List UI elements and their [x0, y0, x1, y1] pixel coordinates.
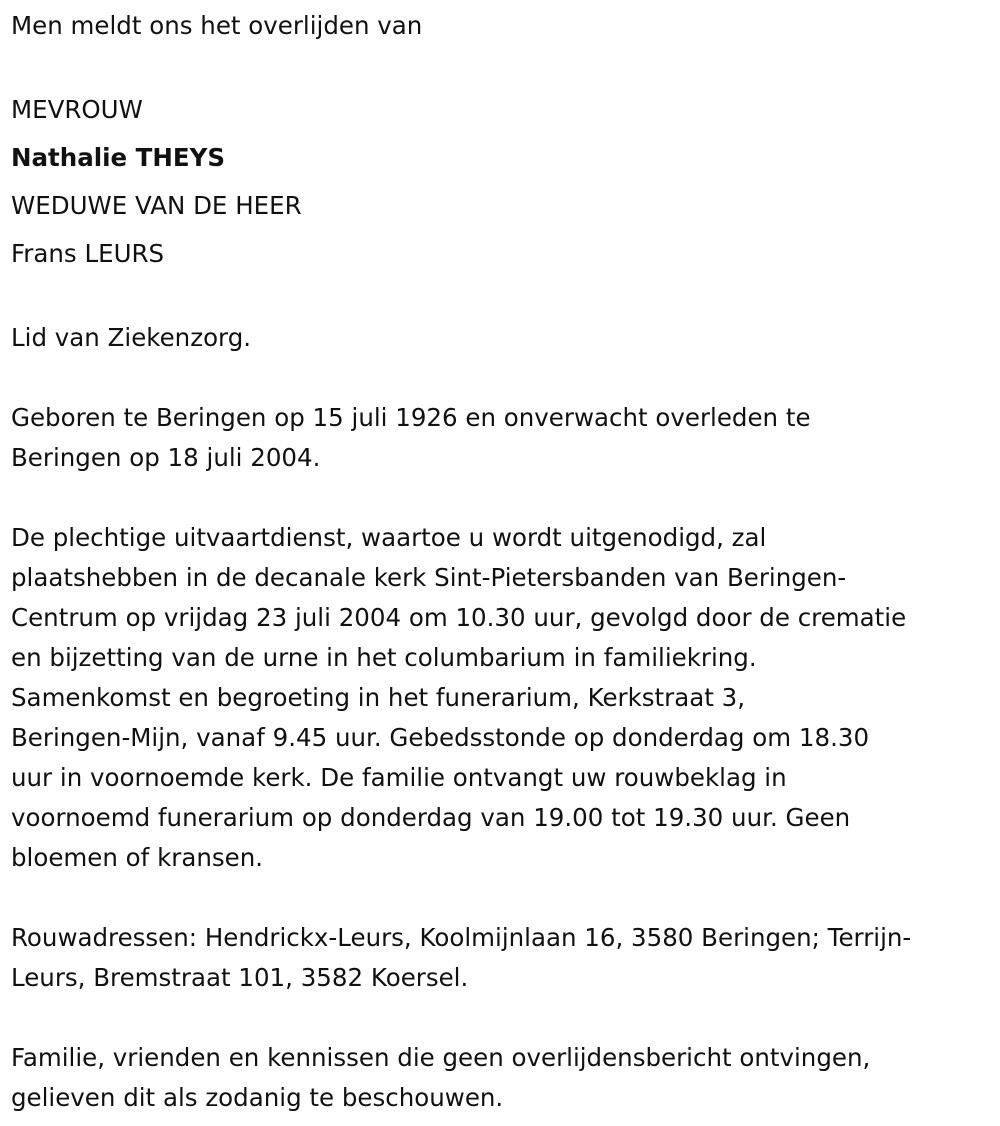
ceremony-line: en bijzetting van de urne in het columbarium in familiekring. — [11, 643, 757, 672]
name-block — [11, 86, 996, 278]
ceremony-line: Samenkomst en begroeting in het funerarium, Kerkstraat 3, — [11, 683, 746, 712]
ceremony-line: Centrum op vrijdag 23 juli 2004 om 10.30 uur, gevolgd door de crematie — [11, 603, 907, 632]
address-line: Rouwadressen: Hendrickx-Leurs, Koolmijnlaan 16, 3580 Beringen; Terrijn- — [11, 923, 912, 952]
ceremony-line: uur in voornoemde kerk. De familie ontvangt uw rouwbeklag in — [11, 763, 787, 792]
relation-line: WEDUWE VAN DE HEER — [11, 191, 302, 220]
ceremony-line: plaatshebben in de decanale kerk Sint-Pietersbanden van Beringen- — [11, 563, 847, 592]
closing-line: gelieven dit als zodanig te beschouwen. — [11, 1083, 504, 1112]
closing-line: Familie, vrienden en kennissen die geen overlijdensbericht ontvingen, — [11, 1043, 871, 1072]
spouse-name: Frans LEURS — [11, 239, 165, 268]
death-notice — [11, 6, 996, 1118]
intro-line: Men meldt ons het overlijden van — [11, 11, 423, 40]
birth-death-line: Beringen op 18 juli 2004. — [11, 443, 321, 472]
birth-death-line: Geboren te Beringen op 15 juli 1926 en onverwacht overleden te — [11, 403, 811, 432]
ceremony-line: De plechtige uitvaartdienst, waartoe u wordt uitgenodigd, zal — [11, 523, 767, 552]
addresses-paragraph — [11, 918, 996, 998]
ceremony-line: Beringen-Mijn, vanaf 9.45 uur. Gebedsstonde op donderdag om 18.30 — [11, 723, 870, 752]
birth-death-paragraph — [11, 398, 996, 478]
deceased-name: Nathalie THEYS — [11, 143, 226, 172]
address-line: Leurs, Bremstraat 101, 3582 Koersel. — [11, 963, 469, 992]
ceremony-paragraph — [11, 518, 996, 878]
ceremony-line: voornoemd funerarium op donderdag van 19.00 tot 19.30 uur. Geen — [11, 803, 851, 832]
title-prefix: MEVROUW — [11, 95, 143, 124]
ceremony-line: bloemen of kransen. — [11, 843, 264, 872]
closing-paragraph — [11, 1038, 996, 1118]
membership-line: Lid van Ziekenzorg. — [11, 323, 252, 352]
